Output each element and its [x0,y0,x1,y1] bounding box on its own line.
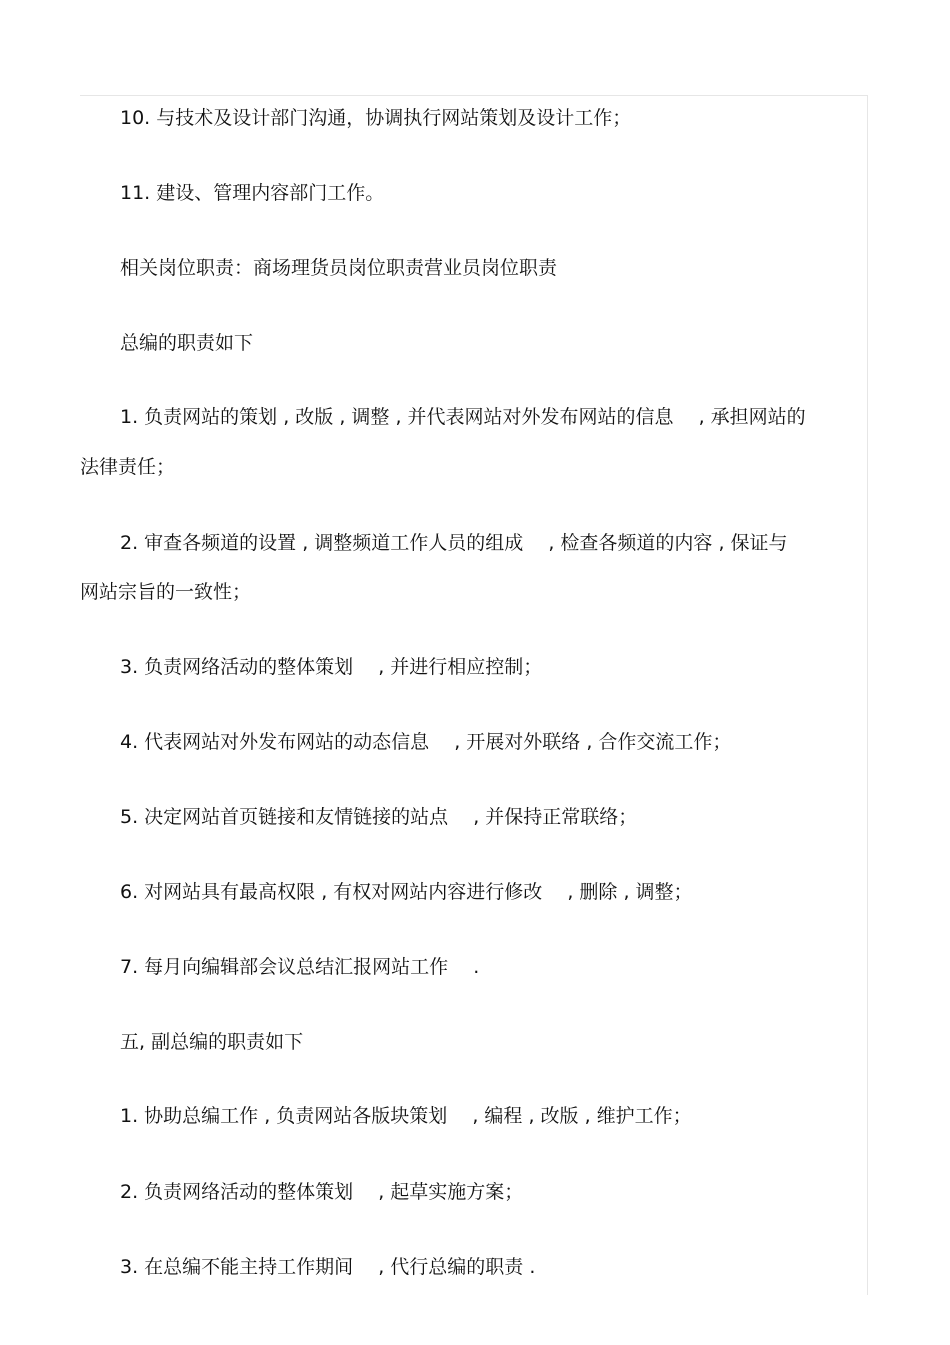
paragraph-item-10: 10. 与技术及设计部门沟通，协调执行网站策划及设计工作； [120,107,632,129]
chief-duty-3: 3. 负责网络活动的整体策划 , 并进行相应控制； [120,656,543,678]
chief-duty-2-line2: 网站宗旨的一致性； [80,581,252,603]
chief-duty-6: 6. 对网站具有最高权限 , 有权对网站内容进行修改 , 删除 , 调整； [120,881,693,903]
deputy-duty-1: 1. 协助总编工作 , 负责网站各版块策划 , 编程 , 改版 , 维护工作； [120,1105,692,1127]
related-duties-line: 相关岗位职责：商场理货员岗位职责营业员岗位职责 [120,257,558,279]
deputy-duty-3: 3. 在总编不能主持工作期间 , 代行总编的职责 . [120,1256,536,1278]
chief-duty-7: 7. 每月向编辑部会议总结汇报网站工作 . [120,956,480,978]
chief-duty-4: 4. 代表网站对外发布网站的动态信息 , 开展对外联络 , 合作交流工作； [120,731,732,753]
deputy-duty-2: 2. 负责网络活动的整体策划 , 起草实施方案； [120,1181,524,1203]
paragraph-item-11: 11. 建设、管理内容部门工作。 [120,182,385,204]
chief-duty-1-line1: 1. 负责网站的策划 , 改版 , 调整 , 并代表网站对外发布网站的信息 , 承担网站的 [120,406,806,428]
chief-duty-2-line1: 2. 审查各频道的设置 , 调整频道工作人员的组成 , 检查各频道的内容 , 保证与 [120,532,788,554]
chief-duty-5: 5. 决定网站首页链接和友情链接的站点 , 并保持正常联络； [120,806,638,828]
deputy-editor-heading: 五, 副总编的职责如下 [120,1031,304,1053]
chief-duty-1-line2: 法律责任； [80,456,176,478]
editor-in-chief-heading: 总编的职责如下 [120,332,254,354]
